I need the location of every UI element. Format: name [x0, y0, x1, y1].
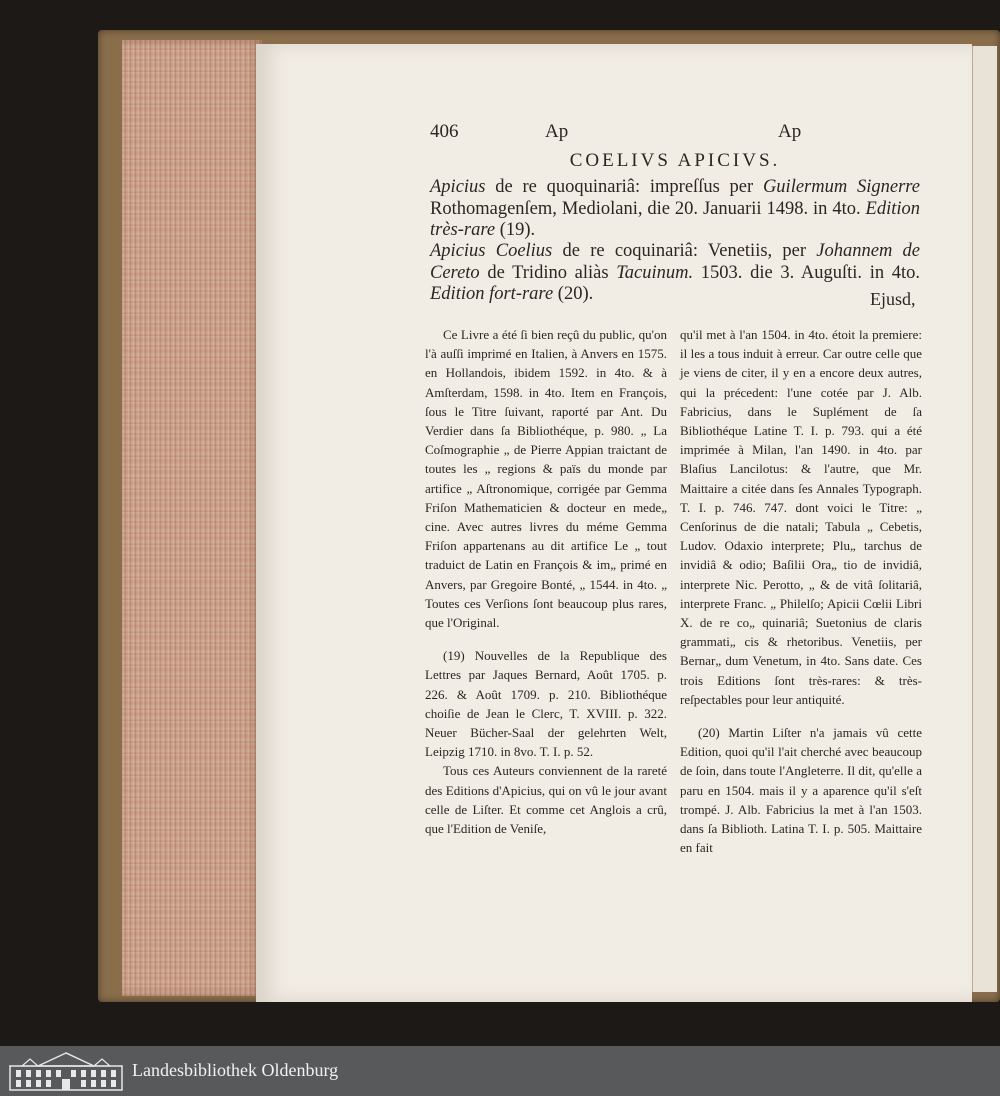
note-paragraph: Ce Livre a été ſi bien reçû du public, qu'on l'à auſſi imprimé en Italien, à Anvers en 1575. en Hollandois, ibidem 1592. in 4to. & à Amſterdam, 1598. in 4to. Item en François, ſous le Titre ſuivant, raporté par Ant. Du Verdier dans ſa Bibliothéque, p. 980. „ La Coſmographie „ de Pierre Appian traictant de toutes les „ regions & païs du monde par artifice „ Aſtronomique, corrigée par Gemma Friſon Mathematicien & docteur en mede„ cine. Avec autres livres du méme Gemma Friſon appartenans au dit artifice Le „ tout traduict de Latin en François & im„ primé en Anvers, par Gregoire Bonté, „ 1544. in 4to. „ Toutes ces Verſions ſont beaucoup plus rares, que l'Original.: [425, 327, 667, 631]
note-paragraph: (20) Martin Liſter n'a jamais vû cette Edition, quoi qu'il l'ait cherché avec beaucoup de ſoin, dans toute l'Angleterre. Il dit, qu'elle a paru en 1504. mais il y a aparence qu'il s'eſt trompé. J. Alb. Fabricius la met à l'an 1503. dans ſa Biblioth. Latina T. I. p. 505. Maittaire en fait: [680, 725, 922, 856]
catchword: Ejusd,: [870, 289, 916, 309]
library-building-logo-icon: [8, 1050, 124, 1092]
footnote-column-left: [425, 325, 667, 838]
note-paragraph: qu'il met à l'an 1504. in 4to. étoit la premiere: il les a tous induit à erreur. Car outre celle que je viens de citer, il y en a encore deux autres, qui la précedent: l'une cotée par J. Alb. Fabricius, dans le Suplément de ſa Bibliothéque Latine T. I. p. 793. qui a été imprimée à Milan, l'an 1490. in 4to. par Blaſius Lancilotus: & l'autre, que Mr. Maittaire a citée dans ſes Annales Typograph. T. I. p. 746. 747. dont voici le Titre: „ Cenſorinus de die natali; Tabula „ Cebetis, Ludov. Odaxio interprete; Plu„ tarchus de invidiâ & odio; Baſilii Ora„ tio de invidiâ, interprete Nic. Perotto, „ & de vitâ ſolitariâ, interprete Franc. „ Philelſo; Apicii Cœlii Libri X. de re co„ quinariâ; Suetonius de claris grammati„ cis & rhetoribus. Venetiis, per Bernar„ dum Venetum, in 4to. Sans date. Ces trois Editions ſont très-rares: & très-reſpectables pour leur antiquité.: [680, 327, 922, 707]
running-head-left: Ap: [545, 121, 569, 142]
library-name: Landesbibliothek Oldenburg: [132, 1060, 339, 1080]
page-number: 406: [430, 121, 459, 142]
bibliographic-entry-2: Apicius Coelius de re coquinariâ: Venetiis, per Johannem de Cereto de Tridino aliàs Tacuinum. 1503. die 3. Auguſti. in 4to. Edition fort-rare (20).: [430, 241, 921, 304]
facing-page-edge: [972, 46, 997, 992]
page-edges: [122, 40, 262, 996]
footnote-column-right: [680, 325, 922, 857]
footer-bar: [0, 1046, 1000, 1096]
bibliographic-entry-1: Apicius de re quoquinariâ: impreſſus per Guilermum Signerre Rothomagenſem, Mediolani, die 20. Januarii 1498. in 4to. Edition très-rare (19).: [430, 177, 920, 240]
note-paragraph: (19) Nouvelles de la Republique des Lettres par Jaques Bernard, Août 1705. p. 226. & Août 1709. p. 210. Bibliothéque choiſie de Jean le Clerc, T. XVIII. p. 322. Neuer Bücher-Saal der gelehrten Welt, Leipzig 1710. in 8vo. T. I. p. 52.: [425, 648, 667, 760]
entry-title: COELIVS APICIVS.: [569, 150, 781, 171]
running-head-right: Ap: [778, 121, 802, 142]
note-paragraph: Tous ces Auteurs conviennent de la rareté des Editions d'Apicius, qui on vû le jour avant celle de Liſter. Et comme cet Anglois a crû, que l'Edition de Veniſe,: [425, 763, 667, 837]
